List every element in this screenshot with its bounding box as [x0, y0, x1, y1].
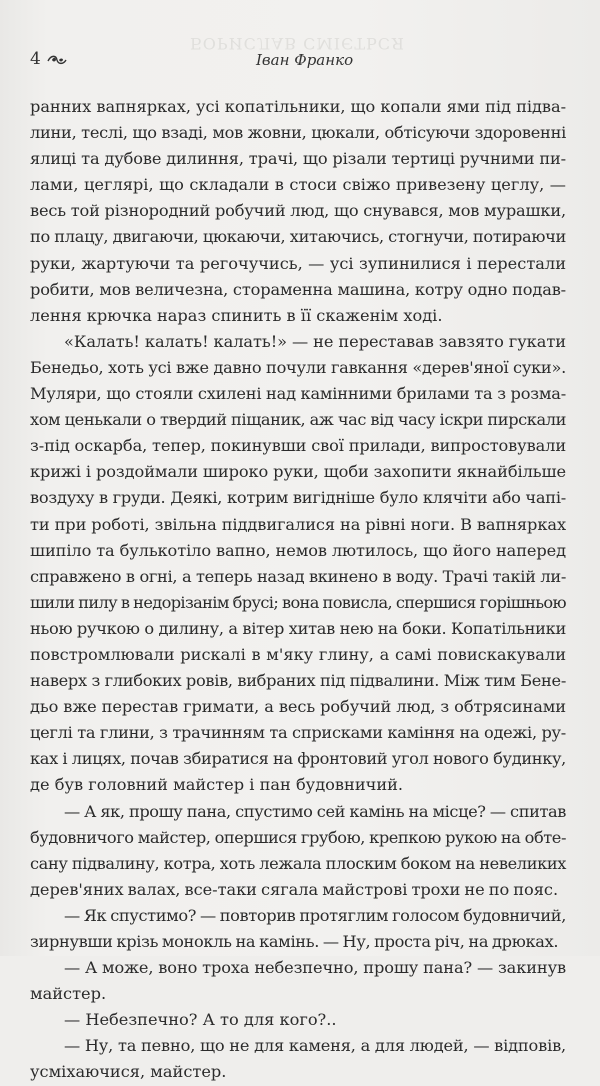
text-line: лення крючка нараз спинить в її скаженім ході. — [30, 305, 443, 325]
page-header — [30, 49, 566, 73]
text-line: весь той різнородний робучий люд, що снувався, мов мурашки, — [30, 201, 566, 221]
paragraph — [30, 329, 566, 799]
text-line: справжено в огні, а теперь назад вкинено в воду. Трачі такій ли- — [30, 566, 566, 586]
text-line: «Калать! калать! калать!» — не переставав завзято гукати — [64, 331, 566, 351]
text-line: ти при роботі, звільна піддвигалися на рівні ноги. В вапнярках — [30, 514, 566, 534]
text-line: — Ну, та певно, що не для каменя, а для людей, — відповів, — [64, 1036, 566, 1056]
text-line: Бенедьо, хоть усі вже давно почули гавкання «дерев'яної суки». — [30, 357, 566, 377]
text-line: по плацу, двигаючи, цюкаючи, хитаючись, стогнучи, потираючи — [30, 227, 566, 247]
text-line: цеглі та глини, з трачинням та сприсками каміння на одежі, ру- — [30, 723, 566, 743]
paragraph — [30, 903, 566, 955]
running-head-author: Іван Франко — [256, 51, 354, 69]
text-line: будовничого майстер, опершися грубою, крепкою рукою на обте- — [30, 827, 566, 847]
paragraph — [30, 799, 566, 903]
bleed-through-text: БОРИСЛАВ СМІЄТЬСЯ — [190, 34, 405, 53]
text-line: дерев'яних валах, все-таки сягала майстрові трохи не по пояс. — [30, 879, 559, 899]
text-line: крижі і роздоймали широко руки, щоби захопити якнайбільше — [30, 462, 566, 482]
text-line: шили пилу в недорізанім брусі; вона повисла, спершися горішньою — [30, 592, 566, 612]
text-line: — А як, прошу пана, спустимо сей камінь на місце? — спитав — [64, 801, 566, 821]
text-line: руки, жартуючи та регочучись, — усі зупинилися і перестали — [30, 253, 566, 273]
text-line: — Як спустимо? — повторив протяглим голосом будовничий, — [64, 905, 566, 925]
text-line: ранних вапнярках, усі копатільники, що копали ями під підва- — [30, 97, 566, 116]
text-line: хом ценькали о твердий піщаник, аж час від часу іскри пирскали — [30, 410, 566, 430]
paragraph — [30, 1033, 566, 1085]
text-line: шипіло та булькотіло вапно, немов лютилось, що його наперед — [30, 540, 566, 560]
paragraph — [30, 955, 566, 1007]
leaf-ornament-icon — [47, 54, 67, 66]
text-line: лини, теслі, що взаді, мов жовни, цюкали, обтісуючи здоровенні — [30, 123, 566, 143]
text-line: де був головний майстер і пан будовничий. — [30, 775, 404, 795]
text-line: наверх з глибоких ровів, вибраних під підвалини. Між тим Бене- — [30, 671, 566, 691]
text-line: воздуху в груди. Деякі, котрим вигідніше було клячіти або чапі- — [30, 488, 566, 508]
text-line: сану підвалину, котра, хоть лежала плоским боком на невеликих — [30, 853, 566, 873]
page-number: 4 — [30, 49, 41, 69]
text-line: — А може, воно троха небезпечно, прошу пана? — закинув — [64, 958, 566, 978]
text-line: — Небезпечно? А то для кого?.. — [64, 1010, 337, 1030]
text-line: усміхаючися, майстер. — [30, 1062, 227, 1082]
text-line: Муляри, що стояли схилені над камінними брилами та з розма- — [30, 384, 566, 404]
text-line: майстер. — [30, 984, 107, 1004]
text-line: лами, цеглярі, що складали в стоси свіжо привезену цеглу, — — [30, 175, 566, 195]
text-line: ках і лицях, почав збиратися на фронтовий угол нового будинку, — [30, 749, 566, 769]
paragraph — [30, 1007, 566, 1033]
text-line: зирнувши крізь монокль на камінь. — Ну, проста річ, на дрюках. — [30, 932, 559, 951]
text-line: ньою ручкою о дилину, а вітер хитав нею на боки. Копатільники — [30, 618, 566, 638]
text-line: повстромлювали рискалі в м'яку глину, а самі повискакували — [30, 644, 566, 664]
paragraph — [30, 94, 566, 329]
text-line: робити, мов величезна, стораменна машина, котру одно подав- — [30, 279, 566, 299]
text-body — [30, 94, 566, 1086]
text-line: дьо вже перестав гримати, а весь робучий люд, з обтрясинами — [30, 697, 566, 717]
text-line: ялиці та дубове дилиння, трачі, що різали тертиці ручними пи- — [30, 149, 566, 169]
text-line: з-під оскарба, тепер, покинувши свої прилади, випростовували — [30, 436, 566, 456]
